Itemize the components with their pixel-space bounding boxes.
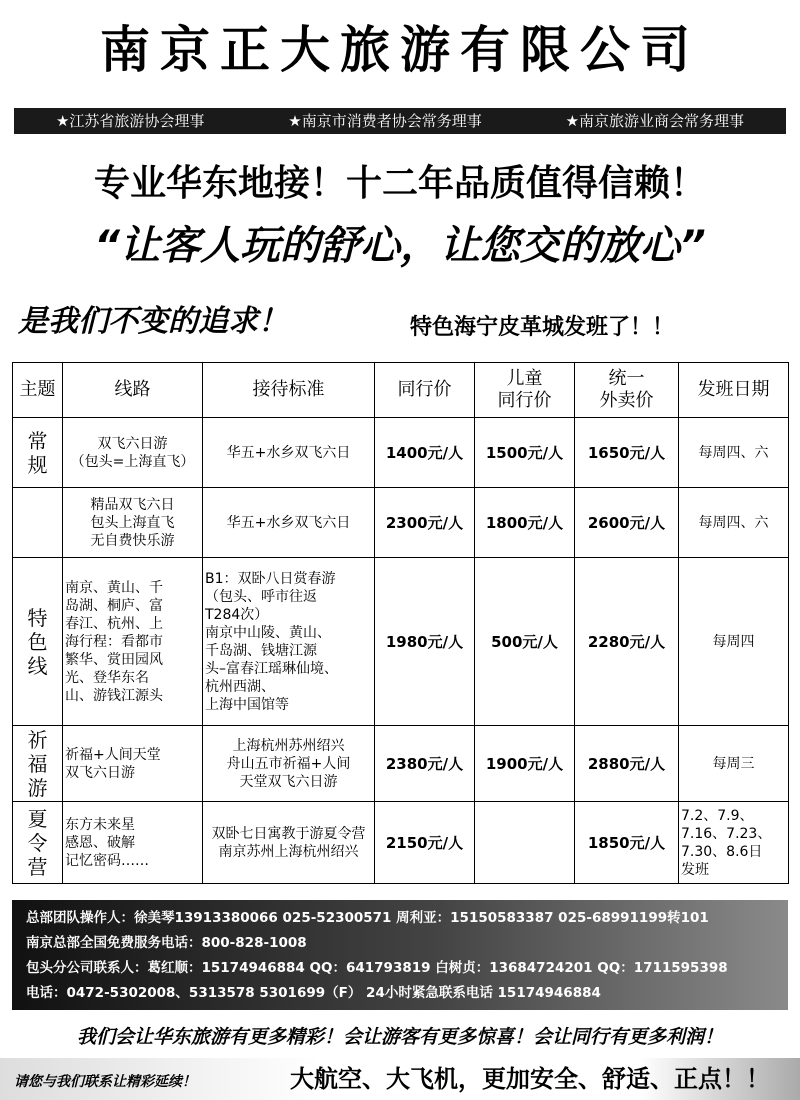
row-child-price: 500元/人 <box>475 558 575 726</box>
membership-item: ★南京市消费者协会常务理事 <box>288 112 482 130</box>
row-standard: 华五+水乡双飞六日 <box>203 418 375 488</box>
membership-bar <box>14 108 786 134</box>
header-peer-price: 同行价 <box>375 363 475 418</box>
row-route: 南京、黄山、千 岛湖、桐庐、富 春江、杭州、上 海行程：看都市 繁华、赏田园风 光、登华东名 山、游钱江源头 <box>63 558 203 726</box>
header-child-price: 儿童 同行价 <box>475 363 575 418</box>
promise-slogan: 我们会让华东旅游有更多精彩！会让游客有更多惊喜！会让同行有更多利润！ <box>76 1026 723 1048</box>
row-standard: 双卧七日寓教于游夏令营 南京苏州上海杭州绍兴 <box>203 802 375 884</box>
row-schedule: 每周四、六 <box>679 488 789 558</box>
row-child-price: 1800元/人 <box>475 488 575 558</box>
special-announcement: 特色海宁皮革城发班了！！ <box>410 315 675 340</box>
row-price: 1400元/人 <box>375 418 475 488</box>
contact-us-text: 请您与我们联系让精彩延续！ <box>14 1074 196 1090</box>
table-row <box>13 558 789 726</box>
row-standard: 上海杭州苏州绍兴 舟山五市祈福+人间 天堂双飞六日游 <box>203 726 375 802</box>
row-child-price <box>475 802 575 884</box>
row-retail-price: 2600元/人 <box>575 488 679 558</box>
header-schedule: 发班日期 <box>679 363 789 418</box>
contact-line-hq-team: 总部团队操作人：徐美琴13913380066 025-52300571 周利亚：15150583387 025-68991199转101 <box>26 910 709 926</box>
slogan-headline: 专业华东地接！十二年品质值得信赖！ <box>93 163 706 204</box>
row-price: 2150元/人 <box>375 802 475 884</box>
row-child-price: 1900元/人 <box>475 726 575 802</box>
header-standard: 接待标准 <box>203 363 375 418</box>
row-standard: 华五+水乡双飞六日 <box>203 488 375 558</box>
row-standard: B1：双卧八日赏春游 （包头、呼市往返 T284次） 南京中山陵、黄山、 千岛湖、钱塘江源 头–富春江瑶琳仙境、 杭州西湖、 上海中国馆等 <box>203 558 375 726</box>
row-category: 常 规 <box>13 418 63 488</box>
table-header-row <box>13 363 789 418</box>
table-row <box>13 488 789 558</box>
slogan-quote: “让客人玩的舒心，让您交的放心” <box>94 223 706 269</box>
row-retail-price: 1850元/人 <box>575 802 679 884</box>
row-category <box>13 488 63 558</box>
row-retail-price: 1650元/人 <box>575 418 679 488</box>
row-schedule: 每周三 <box>679 726 789 802</box>
row-schedule: 每周四、六 <box>679 418 789 488</box>
header-retail-price: 统一 外卖价 <box>575 363 679 418</box>
contact-line-branch: 包头分公司联系人：葛红顺：15174946884 QQ：641793819 白树贞：13684724201 QQ：1711595398 <box>26 960 728 976</box>
route-price-table <box>12 362 789 884</box>
row-route: 东方未来星 感恩、破解 记忆密码…… <box>63 802 203 884</box>
flight-slogan: 大航空、大飞机，更加安全、舒适、正点！！ <box>290 1065 770 1093</box>
row-category: 祈 福 游 <box>13 726 63 802</box>
contact-line-hotline: 南京总部全国免费服务电话：800-828-1008 <box>26 935 307 951</box>
row-schedule: 7.2、7.9、 7.16、7.23、 7.30、8.6日 发班 <box>679 802 789 884</box>
row-route: 双飞六日游 （包头=上海直飞） <box>63 418 203 488</box>
row-schedule: 每周四 <box>679 558 789 726</box>
row-price: 2300元/人 <box>375 488 475 558</box>
membership-item: ★江苏省旅游协会理事 <box>55 112 205 130</box>
row-retail-price: 2880元/人 <box>575 726 679 802</box>
table-row <box>13 726 789 802</box>
header-theme: 主题 <box>13 363 63 418</box>
header-route: 线路 <box>63 363 203 418</box>
membership-item: ★南京旅游业商会常务理事 <box>565 112 745 130</box>
table-row <box>13 802 789 884</box>
row-price: 2380元/人 <box>375 726 475 802</box>
table-row <box>13 418 789 488</box>
contact-line-phone: 电话：0472-5302008、5313578 5301699（F） 24小时紧急联系电话 15174946884 <box>26 985 601 1001</box>
row-route: 祈福+人间天堂 双飞六日游 <box>63 726 203 802</box>
contact-panel <box>12 900 788 1010</box>
row-price: 1980元/人 <box>375 558 475 726</box>
row-route: 精品双飞六日 包头上海直飞 无自费快乐游 <box>63 488 203 558</box>
row-child-price: 1500元/人 <box>475 418 575 488</box>
row-category: 特 色 线 <box>13 558 63 726</box>
slogan-pursuit: 是我们不变的追求！ <box>18 304 288 339</box>
row-category: 夏 令 营 <box>13 802 63 884</box>
row-retail-price: 2280元/人 <box>575 558 679 726</box>
company-title: 南京正大旅游有限公司 <box>100 21 700 79</box>
